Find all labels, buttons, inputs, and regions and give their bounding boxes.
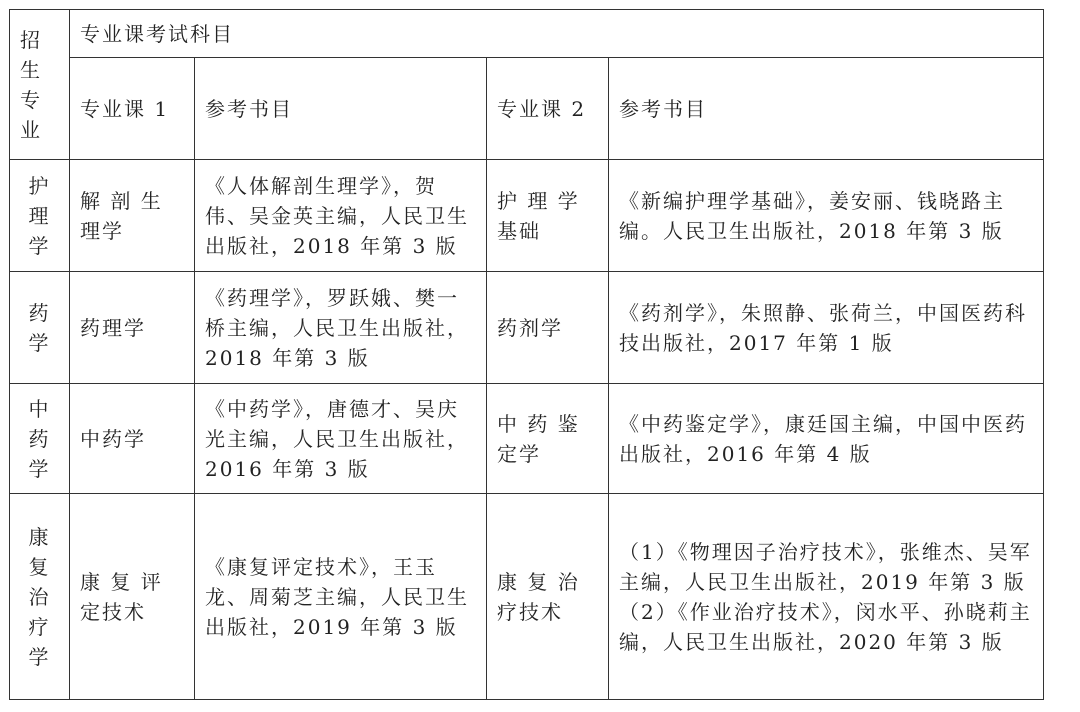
reference-2-item-1: （1）《物理因子治疗技术》，张维杰、吴军主编，人民卫生出版社，2019 年第 3 版 [619,539,1032,594]
reference-1-cell: 《中药学》，唐德才、吴庆光主编，人民卫生出版社，2016 年第 3 版 [195,384,487,494]
major-cell: 中 药 学 [10,384,70,494]
header-course-2: 专业课 2 [487,58,609,160]
course-1-cell: 药理学 [70,272,195,384]
reference-2-cell [609,494,1044,700]
reference-1-cell: 《药理学》，罗跃娥、樊一桥主编，人民卫生出版社，2018 年第 3 版 [195,272,487,384]
header-course-1: 专业课 1 [70,58,195,160]
reference-1-cell: 《人体解剖生理学》，贺伟、吴金英主编，人民卫生出版社，2018 年第 3 版 [195,160,487,272]
course-1-cell: 解 剖 生理学 [70,160,195,272]
reference-2-item-2: （2）《作业治疗技术》，闵水平、孙晓莉主编，人民卫生出版社，2020 年第 3 版 [619,599,1032,654]
major-cell: 护 理 学 [10,160,70,272]
header-major: 招 生 专 业 [10,10,70,160]
major-cell: 药 学 [10,272,70,384]
header-reference-2: 参考书目 [609,58,1044,160]
course-2-cell: 药剂学 [487,272,609,384]
table-row [10,272,1044,384]
header-reference-1: 参考书目 [195,58,487,160]
course-2-cell: 康 复 治疗技术 [487,494,609,700]
exam-subjects-table [9,9,1044,700]
major-cell: 康 复 治 疗 学 [10,494,70,700]
reference-2-cell: 《中药鉴定学》，康廷国主编，中国中医药出版社，2016 年第 4 版 [609,384,1044,494]
table-row [10,494,1044,700]
table-subheader-row [10,58,1044,160]
header-exam-subjects: 专业课考试科目 [70,10,1044,58]
course-2-cell: 护 理 学基础 [487,160,609,272]
table-header-row [10,10,1044,58]
course-2-cell: 中 药 鉴定学 [487,384,609,494]
course-1-cell: 中药学 [70,384,195,494]
reference-2-cell: 《药剂学》，朱照静、张荷兰，中国医药科技出版社，2017 年第 1 版 [609,272,1044,384]
table-row [10,384,1044,494]
table-row [10,160,1044,272]
reference-2-cell: 《新编护理学基础》，姜安丽、钱晓路主编。人民卫生出版社，2018 年第 3 版 [609,160,1044,272]
course-1-cell: 康 复 评定技术 [70,494,195,700]
reference-1-cell: 《康复评定技术》，王玉龙、周菊芝主编，人民卫生出版社，2019 年第 3 版 [195,494,487,700]
